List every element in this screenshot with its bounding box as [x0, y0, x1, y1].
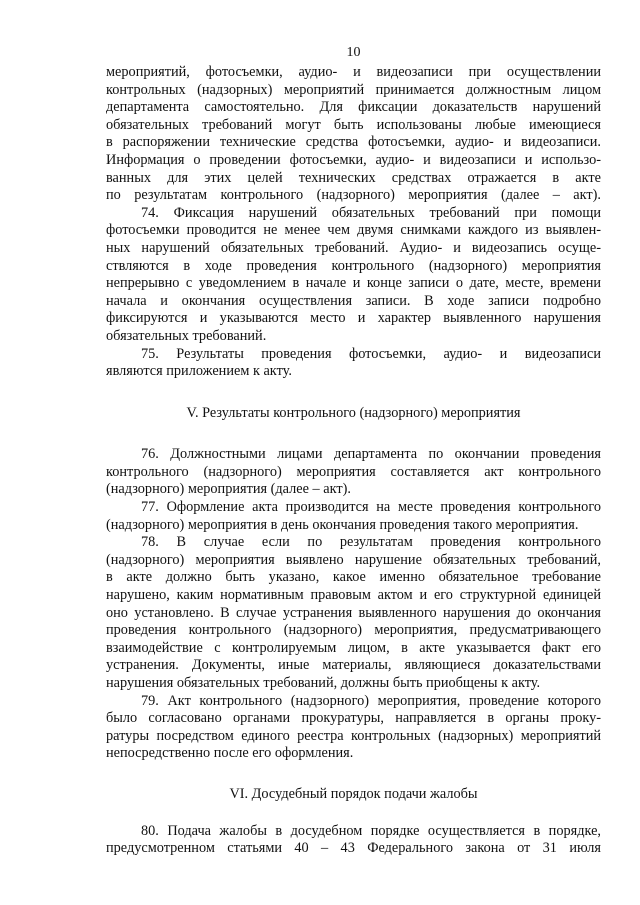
text-line: Информация о проведении фотосъемки, аудио- и видеозаписи и использо- [106, 151, 601, 168]
text-line: ствляются в ходе проведения контрольного (надзорного) мероприятия [106, 257, 601, 274]
text-line: устранения. Документы, иные материалы, являющиеся доказательствами [106, 657, 601, 674]
text-line: обязательных требований. [106, 327, 267, 344]
paragraph-75 [106, 346, 601, 381]
text-line: контрольного (надзорного) мероприятия составляется акт контрольного [106, 463, 601, 480]
text-line: нарушено, каким нормативным правовым актом и его структурной единицей [106, 587, 601, 604]
text-line: нарушения обязательных требований, должны быть приобщены к акту. [106, 675, 541, 691]
text-line: оно установлено. В случае устранения выявленного нарушения до окончания [106, 604, 601, 621]
text-line: в акте должно быть указано, какое именно обязательное требование [106, 569, 601, 586]
text-line: 78. В случае если по результатам проведения контрольного [141, 534, 601, 551]
text-line: 76. Должностными лицами департамента по окончании проведения [141, 446, 601, 463]
text-line: (надзорного) мероприятия в день окончания проведения такого мероприятия. [106, 516, 579, 533]
paragraph-76 [106, 446, 601, 499]
text-line: 80. Подача жалобы в досудебном порядке осуществляется в порядке, [141, 822, 601, 839]
text-line: фиксируются и указываются место и характер выявленного нарушения [106, 310, 601, 327]
text-line: в распоряжении технические средства фотосъемки, аудио- и видеозаписи. [106, 134, 601, 151]
text-line: контрольных (надзорных) мероприятий принимается должностным лицом [106, 81, 601, 98]
paragraph-74 [106, 205, 601, 346]
text-line: взаимодействие с контролируемым лицом, в акте указывается факт его [106, 639, 601, 656]
text-line: непосредственно после его оформления. [106, 745, 354, 762]
paragraph-80 [106, 823, 601, 858]
paragraph-73-continuation [106, 64, 601, 205]
paragraph-78 [106, 534, 601, 692]
text-line: мероприятий, фотосъемки, аудио- и видеозаписи при осуществлении [106, 64, 601, 80]
text-line: обязательных требований могут быть использованы любые имеющиеся [106, 116, 601, 133]
section-heading-vi: VI. Досудебный порядок подачи жалобы [229, 785, 478, 802]
text-line: (надзорного) мероприятия (далее – акт). [106, 481, 351, 498]
text-line: ратуры посредством единого реестра контрольных (надзорных) мероприятий [106, 727, 601, 744]
text-line: 79. Акт контрольного (надзорного) мероприятия, проведение которого [141, 692, 601, 709]
text-line: непрерывно с уведомлением в начале и конце записи о дате, месте, времени [106, 275, 601, 292]
paragraph-79 [106, 693, 601, 763]
text-line: 74. Фиксация нарушений обязательных требований при помощи [141, 204, 601, 221]
text-line: департамента самостоятельно. Для фиксации доказательств нарушений [106, 99, 601, 116]
text-line: ванных для этих целей технических средствах отражается в акте [106, 169, 601, 186]
text-line: проведения контрольного (надзорного) мероприятия, предусматривающего [106, 622, 601, 639]
document-page [106, 44, 601, 858]
text-line: ных нарушений обязательных требований. Аудио- и видеозапись осуще- [106, 239, 601, 256]
text-line: начала и окончания осуществления записи. В ходе записи подробно [106, 292, 601, 309]
text-line: предусмотренном статьями 40 – 43 Федерального закона от 31 июля [106, 840, 601, 857]
page-number: 10 [346, 45, 361, 60]
text-line: являются приложением к акту. [106, 363, 292, 380]
section-heading-v: V. Результаты контрольного (надзорного) мероприятия [186, 404, 521, 421]
text-line: было согласовано органами прокуратуры, направляется в органы проку- [106, 710, 601, 727]
text-line: фотосъемки проводится не менее чем двумя снимками каждого из выявлен- [106, 222, 601, 239]
paragraph-77 [106, 499, 601, 534]
text-line: 75. Результаты проведения фотосъемки, аудио- и видеозаписи [141, 345, 601, 362]
text-line: (надзорного) мероприятия выявлено нарушение обязательных требований, [106, 551, 601, 568]
text-line: по результатам контрольного (надзорного) мероприятия (далее – акт). [106, 187, 601, 204]
text-line: 77. Оформление акта производится на месте проведения контрольного [141, 499, 601, 516]
